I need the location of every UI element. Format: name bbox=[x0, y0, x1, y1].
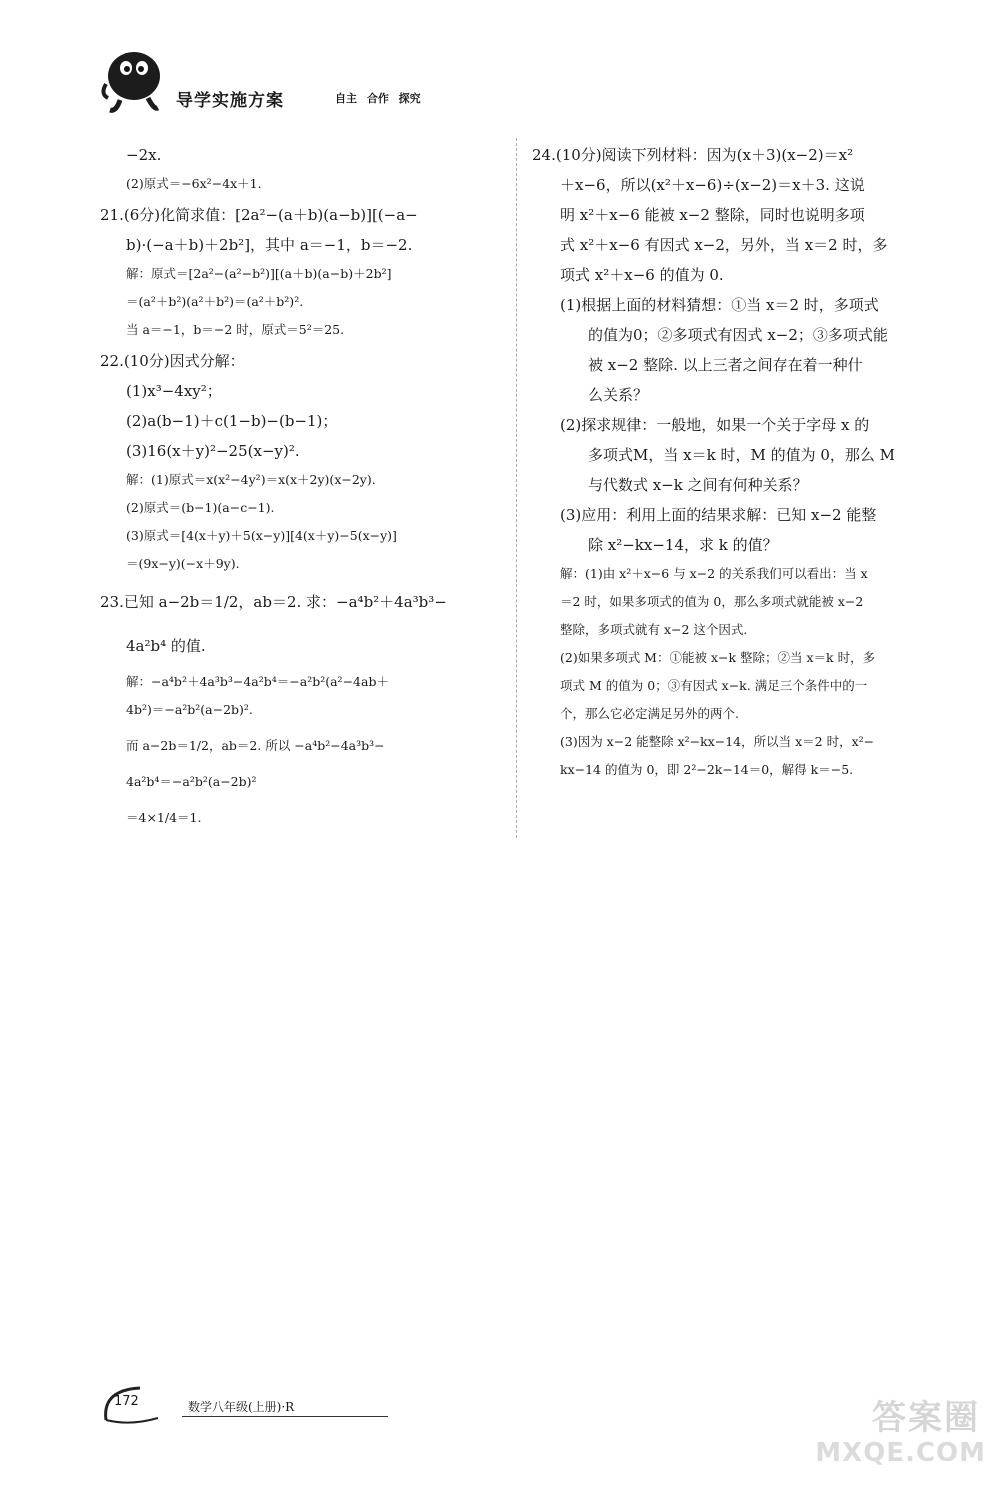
right-text-line: 除 x²−kx−14，求 k 的值？ bbox=[588, 536, 778, 554]
left-text-line: (2)原式＝−6x²−4x＋1. bbox=[126, 176, 262, 191]
left-text-line: (2)原式＝(b−1)(a−c−1). bbox=[126, 500, 275, 515]
watermark bbox=[810, 1390, 990, 1480]
left-text-line: ＝4×1/4＝1. bbox=[126, 810, 202, 825]
right-column bbox=[532, 140, 947, 784]
right-text-line: 式 x²＋x−6 有因式 x−2，另外，当 x＝2 时，多 bbox=[560, 236, 888, 254]
left-text-line: 解：原式＝[2a²−(a²−b²)][(a＋b)(a−b)＋2b²] bbox=[126, 266, 392, 281]
page-footer bbox=[98, 1380, 398, 1430]
left-text-line: 而 a−2b＝1/2，ab＝2. 所以 −a⁴b²−4a³b³− bbox=[126, 738, 385, 753]
left-text-line: 解：−a⁴b²＋4a³b³−4a²b⁴＝−a²b²(a²−4ab＋ bbox=[126, 674, 389, 689]
left-text-line: 23.已知 a−2b＝1/2，ab＝2. 求：−a⁴b²＋4a³b³− bbox=[100, 593, 447, 611]
right-text-line: 项式 M 的值为 0；③有因式 x−k. 满足三个条件中的一 bbox=[560, 678, 868, 693]
right-text-line: 多项式M，当 x＝k 时，M 的值为 0，那么 M bbox=[588, 446, 896, 464]
left-text-line: (1)x³−4xy²； bbox=[126, 382, 222, 400]
right-text-line: ＋x−6，所以(x²＋x−6)÷(x−2)＝x＋3. 这说 bbox=[560, 176, 865, 194]
left-text-line: 4a²b⁴ 的值. bbox=[126, 637, 206, 655]
right-text-line: (2)如果多项式 M：①能被 x−k 整除；②当 x＝k 时，多 bbox=[560, 650, 876, 665]
left-text-line: 22.(10分)因式分解： bbox=[100, 352, 245, 370]
left-text-line: (3)16(x＋y)²−25(x−y)². bbox=[126, 442, 300, 460]
mascot-logo-icon bbox=[98, 38, 168, 118]
right-text-line: ＝2 时，如果多项式的值为 0，那么多项式就能被 x−2 bbox=[560, 594, 864, 609]
right-text-line: (3)应用：利用上面的结果求解：已知 x−2 能整 bbox=[560, 506, 877, 524]
right-text-line: 的值为0；②多项式有因式 x−2；③多项式能 bbox=[588, 326, 888, 344]
left-text-line: 4a²b⁴＝−a²b²(a−2b)² bbox=[126, 774, 257, 789]
page-number: 172 bbox=[114, 1394, 139, 1409]
left-text-line: ＝(a²＋b²)(a²＋b²)＝(a²＋b²)². bbox=[126, 294, 304, 309]
footer-rule bbox=[182, 1416, 388, 1417]
right-text-line: 被 x−2 整除. 以上三者之间存在着一种什 bbox=[588, 356, 863, 374]
left-text-line: (3)原式＝[4(x＋y)＋5(x−y)][4(x＋y)−5(x−y)] bbox=[126, 528, 397, 543]
left-text-line: ＝(9x−y)(−x＋9y). bbox=[126, 556, 240, 571]
left-text-line: 21.(6分)化简求值：[2a²−(a＋b)(a−b)][(−a− bbox=[100, 206, 418, 224]
book-title: 数学八年级(上册)·R bbox=[188, 1400, 295, 1414]
watermark-top: 答案圈 bbox=[872, 1398, 980, 1438]
right-text-line: 个，那么它必定满足另外的两个. bbox=[560, 706, 739, 721]
right-text-line: 项式 x²＋x−6 的值为 0. bbox=[560, 266, 724, 284]
left-text-line: (2)a(b−1)＋c(1−b)−(b−1)； bbox=[126, 412, 338, 430]
column-divider bbox=[516, 138, 517, 838]
left-column bbox=[100, 140, 500, 840]
right-text-line: 明 x²＋x−6 能被 x−2 整除，同时也说明多项 bbox=[560, 206, 865, 224]
left-text-line: 当 a＝−1，b＝−2 时，原式＝5²＝25. bbox=[126, 322, 345, 337]
left-text-line: b)·(−a＋b)＋2b²]，其中 a＝−1，b＝−2. bbox=[126, 236, 413, 254]
header-subtitle: 自主 合作 探究 bbox=[335, 92, 421, 105]
left-text-line: 4b²)＝−a²b²(a−2b)². bbox=[126, 702, 253, 717]
right-text-line: 解：(1)由 x²＋x−6 与 x−2 的关系我们可以看出：当 x bbox=[560, 566, 868, 581]
left-text-line: 解：(1)原式＝x(x²−4y²)＝x(x＋2y)(x−2y). bbox=[126, 472, 376, 487]
header-title: 导学实施方案 bbox=[176, 91, 284, 111]
right-text-line: kx−14 的值为 0，即 2²−2k−14＝0，解得 k＝−5. bbox=[560, 762, 854, 777]
right-text-line: (3)因为 x−2 能整除 x²−kx−14，所以当 x＝2 时，x²− bbox=[560, 734, 875, 749]
right-text-line: (1)根据上面的材料猜想：①当 x＝2 时，多项式 bbox=[560, 296, 879, 314]
right-text-line: 整除，多项式就有 x−2 这个因式. bbox=[560, 622, 748, 637]
right-text-line: 24.(10分)阅读下列材料：因为(x＋3)(x−2)＝x² bbox=[532, 146, 854, 164]
right-text-line: (2)探求规律：一般地，如果一个关于字母 x 的 bbox=[560, 416, 870, 434]
right-text-line: 么关系？ bbox=[588, 386, 649, 404]
watermark-bottom: MXQE.COM bbox=[815, 1438, 986, 1468]
right-text-line: 与代数式 x−k 之间有何种关系？ bbox=[588, 476, 808, 494]
page-header bbox=[98, 38, 458, 118]
left-text-line: −2x. bbox=[126, 146, 162, 164]
